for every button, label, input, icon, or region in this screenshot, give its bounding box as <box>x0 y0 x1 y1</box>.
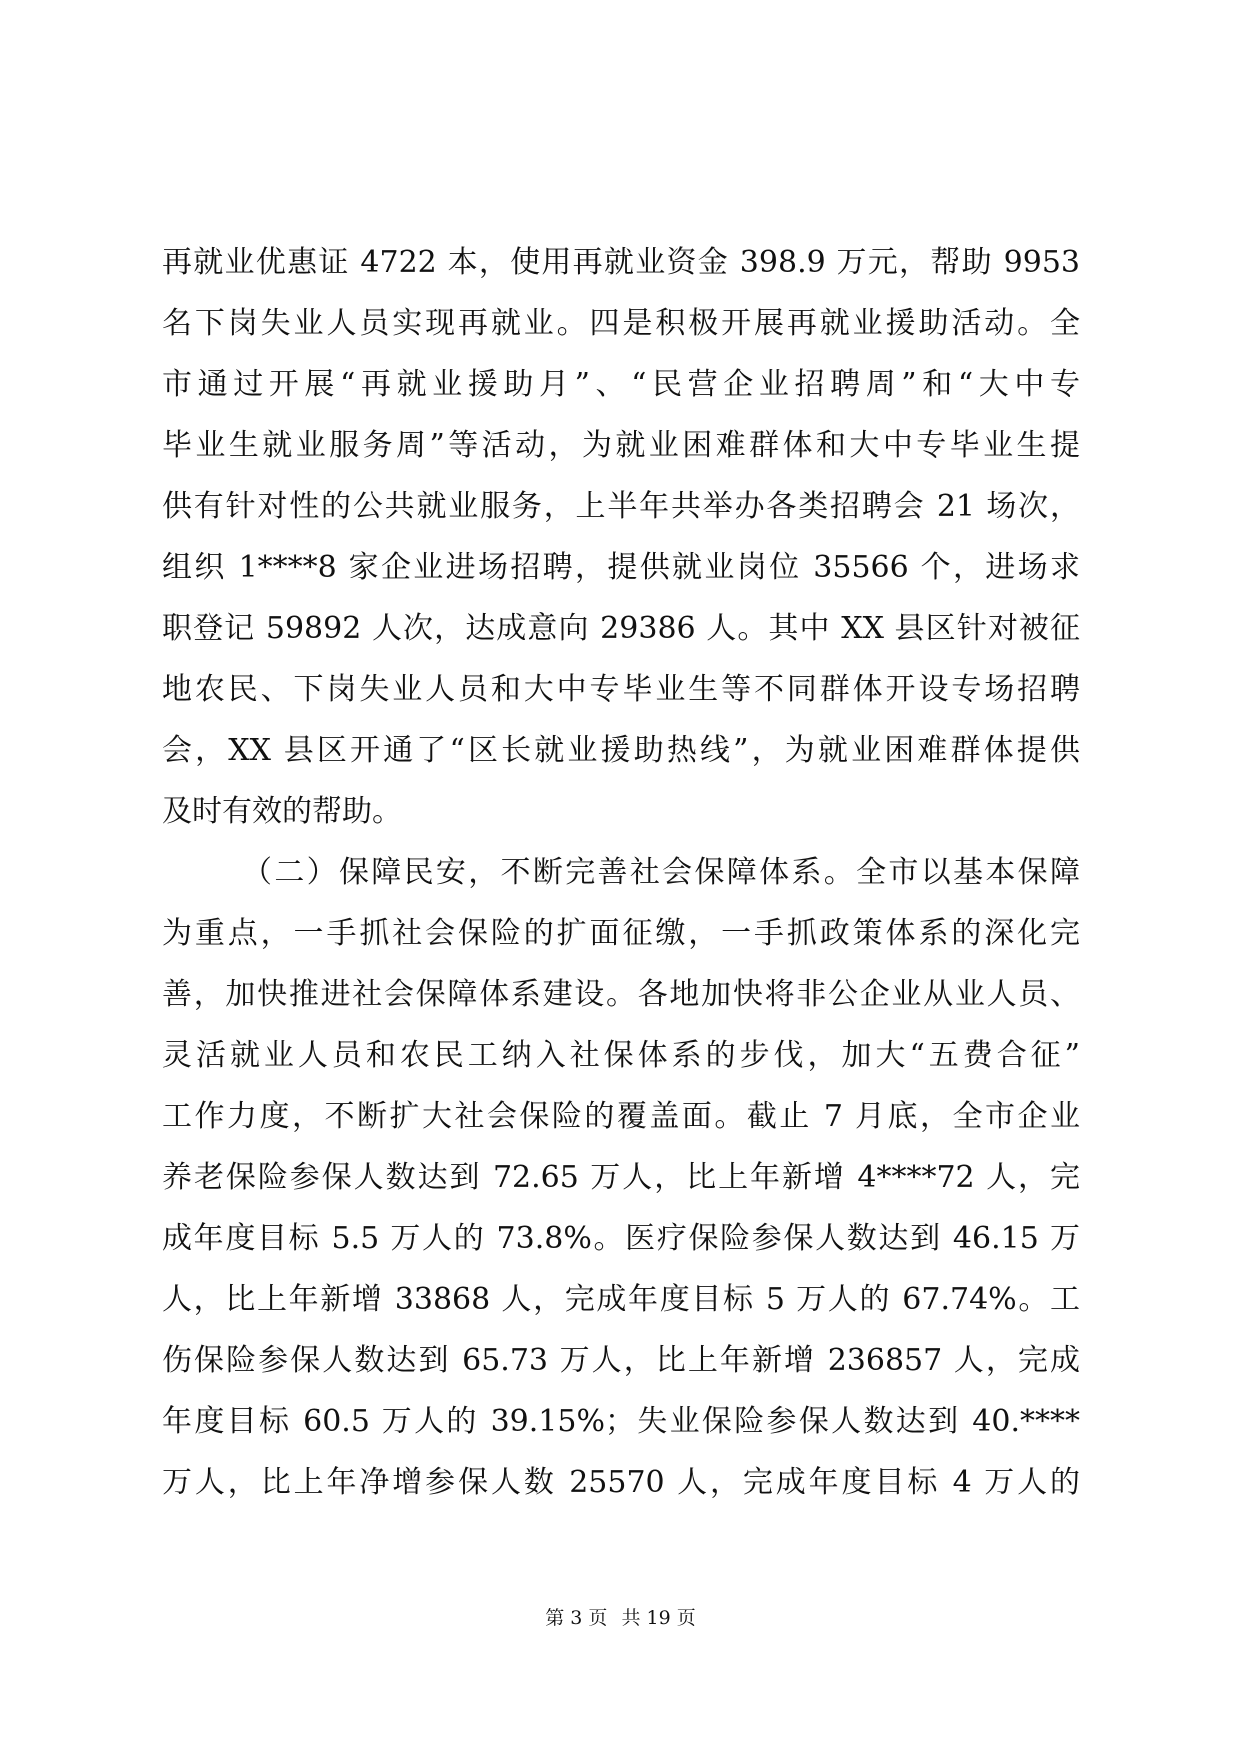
text-line: 成年度目标 5.5 万人的 73.8%。医疗保险参保人数达到 46.15 万 <box>162 1221 1080 1256</box>
text-line: 毕业生就业服务周”等活动，为就业困难群体和大中专毕业生提 <box>162 428 1080 463</box>
page-number: 第 3 页 <box>545 1607 608 1629</box>
text-line: 人，比上年新增 33868 人，完成年度目标 5 万人的 67.74%。工 <box>162 1282 1080 1317</box>
text-line: 名下岗失业人员实现再就业。四是积极开展再就业援助活动。全 <box>162 306 1080 341</box>
text-line: 年度目标 60.5 万人的 39.15%；失业保险参保人数达到 40.**** <box>162 1404 1080 1439</box>
text-line: 地农民、下岗失业人员和大中专毕业生等不同群体开设专场招聘 <box>162 672 1080 707</box>
text-line: 职登记 59892 人次，达成意向 29386 人。其中 XX 县区针对被征 <box>162 611 1080 646</box>
text-line: 养老保险参保人数达到 72.65 万人，比上年新增 4****72 人，完 <box>162 1160 1080 1195</box>
text-line: 善，加快推进社会保障体系建设。各地加快将非公企业从业人员、 <box>162 977 1080 1012</box>
text-line: 供有针对性的公共就业服务，上半年共举办各类招聘会 21 场次， <box>162 489 1080 524</box>
text-line: 市通过开展“再就业援助月”、“民营企业招聘周”和“大中专 <box>162 367 1080 402</box>
document-body <box>162 232 1080 1577</box>
text-line: 组织 1****8 家企业进场招聘，提供就业岗位 35566 个，进场求 <box>162 550 1080 585</box>
text-line: 为重点，一手抓社会保险的扩面征缴，一手抓政策体系的深化完 <box>162 916 1080 951</box>
text-line: 再就业优惠证 4722 本，使用再就业资金 398.9 万元，帮助 9953 <box>162 245 1080 280</box>
page-footer <box>0 1604 1241 1632</box>
page-total: 共 19 页 <box>621 1607 696 1629</box>
text-line: 灵活就业人员和农民工纳入社保体系的步伐，加大“五费合征” <box>162 1038 1080 1073</box>
text-line: 会，XX 县区开通了“区长就业援助热线”，为就业困难群体提供 <box>162 733 1080 768</box>
text-line: 万人，比上年净增参保人数 25570 人，完成年度目标 4 万人的 <box>162 1465 1080 1500</box>
text-line-section-heading: （二）保障民安，不断完善社会保障体系。全市以基本保障 <box>242 855 1080 890</box>
text-line-paragraph-end: 及时有效的帮助。 <box>162 794 402 829</box>
text-line: 伤保险参保人数达到 65.73 万人，比上年新增 236857 人，完成 <box>162 1343 1080 1378</box>
text-line: 工作力度，不断扩大社会保险的覆盖面。截止 7 月底，全市企业 <box>162 1099 1080 1134</box>
